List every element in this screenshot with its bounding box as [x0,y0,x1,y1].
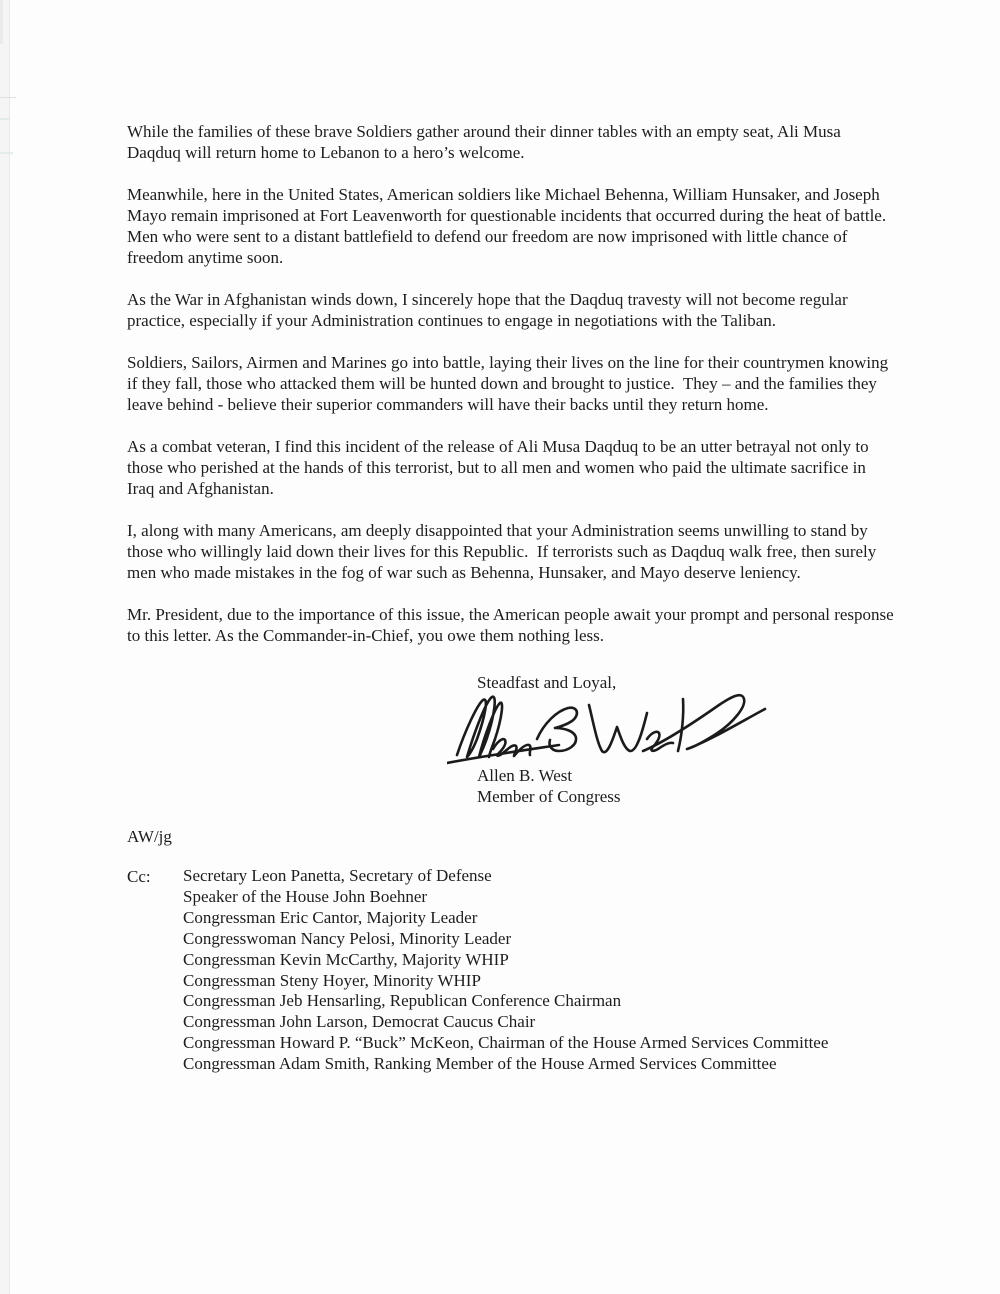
signer-name: Allen B. West [477,766,573,785]
paragraph-6: I, along with many Americans, am deeply disappointed that your Administration seems unwilling to stand by those who willingly laid down their lives for this Republic. If terrorists such as Daqduq walk free, then surely men who made mistakes in the fog of war such as Behenna, Hunsaker, and Mayo deserve leniency. [127,521,881,582]
cc-recipient: Congressman John Larson, Democrat Caucus Chair [183,1012,536,1032]
cc-recipient: Congressman Eric Cantor, Majority Leader [183,907,478,927]
cc-recipient: Congressman Howard P. “Buck” McKeon, Chairman of the House Armed Services Committee [183,1033,829,1053]
cc-list [183,866,828,1075]
cc-recipient: Congressman Jeb Hensarling, Republican Conference Chairman [183,991,622,1011]
paragraph-1: While the families of these brave Soldiers gather around their dinner tables with an empty seat, Ali Musa Daqduq will return home to Lebanon to a hero’s welcome. [127,122,846,162]
letter-body [127,121,898,1075]
paragraph-3: As the War in Afghanistan winds down, I sincerely hope that the Daqduq travesty will not become regular practice, especially if your Administration continues to engage in negotiations with the Taliban. [127,290,852,330]
scan-artifact [0,97,16,98]
cc-recipient: Congressman Kevin McCarthy, Majority WHIP [183,949,509,969]
scan-edge-artifact [0,0,10,1294]
paragraph-4: Soldiers, Sailors, Airmen and Marines go into battle, laying their lives on the line for their countrymen knowing if they fall, those who attacked them will be hunted down and brought to justice. They – and the families they leave behind - believe their superior commanders will have their backs until they return home. [127,353,893,414]
cc-label: Cc: [127,867,151,886]
paragraph-7: Mr. President, due to the importance of this issue, the American people await your prompt and personal response to this letter. As the Commander-in-Chief, you owe them nothing less. [127,605,898,645]
paragraph-5: As a combat veteran, I find this incident of the release of Ali Musa Daqduq to be an utter betrayal not only to those who perished at the hands of this terrorist, but to all men and women who paid the ultimate sacrifice in Iraq and Afghanistan. [127,437,873,498]
scan-artifact [0,118,9,120]
cc-recipient: Congressman Steny Hoyer, Minority WHIP [183,970,481,990]
closing-salutation: Steadfast and Loyal, [477,673,617,692]
cc-block [127,866,895,1075]
scan-artifact [0,152,13,154]
cc-recipient: Congressman Adam Smith, Ranking Member of the House Armed Services Committee [183,1054,777,1074]
scan-artifact [0,0,3,44]
signer-title: Member of Congress [477,787,621,806]
closing-block [127,672,895,807]
paragraph-2: Meanwhile, here in the United States, American soldiers like Michael Behenna, William Hunsaker, and Joseph Mayo remain imprisoned at Fort Leavenworth for questionable incidents that occurred during the heat of battle. Men who were sent to a distant battlefield to defend our freedom are now imprisoned with little chance of freedom anytime soon. [127,185,895,267]
signature-image [447,687,767,767]
cc-recipient: Speaker of the House John Boehner [183,886,428,906]
cc-recipient: Congresswoman Nancy Pelosi, Minority Leader [183,928,512,948]
typist-initials: AW/jg [127,827,172,846]
cc-recipient: Secretary Leon Panetta, Secretary of Defense [183,866,492,885]
